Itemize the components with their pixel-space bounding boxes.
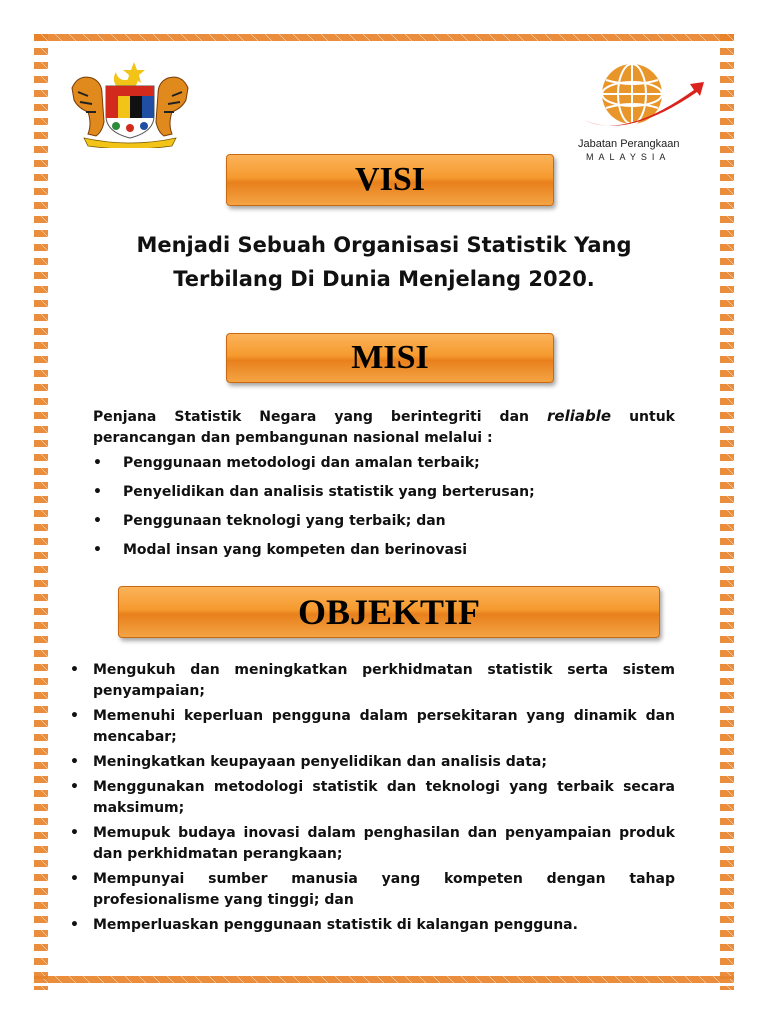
decorative-border-top [34, 34, 734, 48]
visi-heading: VISI [355, 161, 425, 198]
misi-list-item: • Penggunaan teknologi yang terbaik; dan [93, 507, 673, 536]
objektif-list-item: • Meningkatkan keupayaan penyelidikan dan analisis data; [70, 752, 675, 773]
misi-list-item: • Penggunaan metodologi dan amalan terbaik; [93, 449, 673, 478]
misi-banner [226, 333, 554, 383]
decorative-border-bottom [34, 976, 734, 990]
objektif-list-item: • Memenuhi keperluan pengguna dalam persekitaran yang dinamik dan mencabar; [70, 706, 675, 748]
misi-list-item: • Modal insan yang kompeten dan berinovasi [93, 536, 673, 565]
misi-list-item: • Penyelidikan dan analisis statistik yang berterusan; [93, 478, 673, 507]
department-name-line1: Jabatan Perangkaan [578, 138, 680, 150]
objektif-list-item: • Memperluaskan penggunaan statistik di kalangan pengguna. [70, 915, 675, 936]
misi-list [93, 449, 673, 565]
visi-statement: Menjadi Sebuah Organisasi Statistik Yang Terbilang Di Dunia Menjelang 2020. [136, 233, 632, 291]
department-name-line2: MALAYSIA [586, 152, 671, 162]
objektif-list-item: • Memupuk budaya inovasi dalam penghasilan dan penyampaian produk dan perkhidmatan perangkaan; [70, 823, 675, 865]
misi-heading: MISI [351, 339, 429, 376]
objektif-banner [118, 586, 660, 638]
misi-intro [93, 406, 675, 449]
objektif-list-item: • Mengukuh dan meningkatkan perkhidmatan statistik serta sistem penyampaian; [70, 660, 675, 702]
department-of-statistics-logo [578, 60, 708, 160]
objektif-list-item: • Mempunyai sumber manusia yang kompeten dengan tahap profesionalisme yang tinggi; dan [70, 869, 675, 911]
visi-banner [226, 154, 554, 206]
decorative-border-left [34, 34, 48, 990]
coat-of-arms-logo [64, 58, 196, 148]
department-name [578, 138, 708, 162]
objektif-list [70, 660, 675, 940]
objektif-heading: OBJEKTIF [297, 592, 481, 632]
misi-intro-part2: untuk perancangan dan pembangunan nasional melalui : [93, 409, 675, 446]
misi-intro-italic: reliable [547, 407, 612, 425]
objektif-list-item: • Menggunakan metodologi statistik dan teknologi yang terbaik secara maksimum; [70, 777, 675, 819]
misi-intro-part1: Penjana Statistik Negara yang berintegriti dan [93, 409, 548, 425]
decorative-border-right [720, 34, 734, 990]
